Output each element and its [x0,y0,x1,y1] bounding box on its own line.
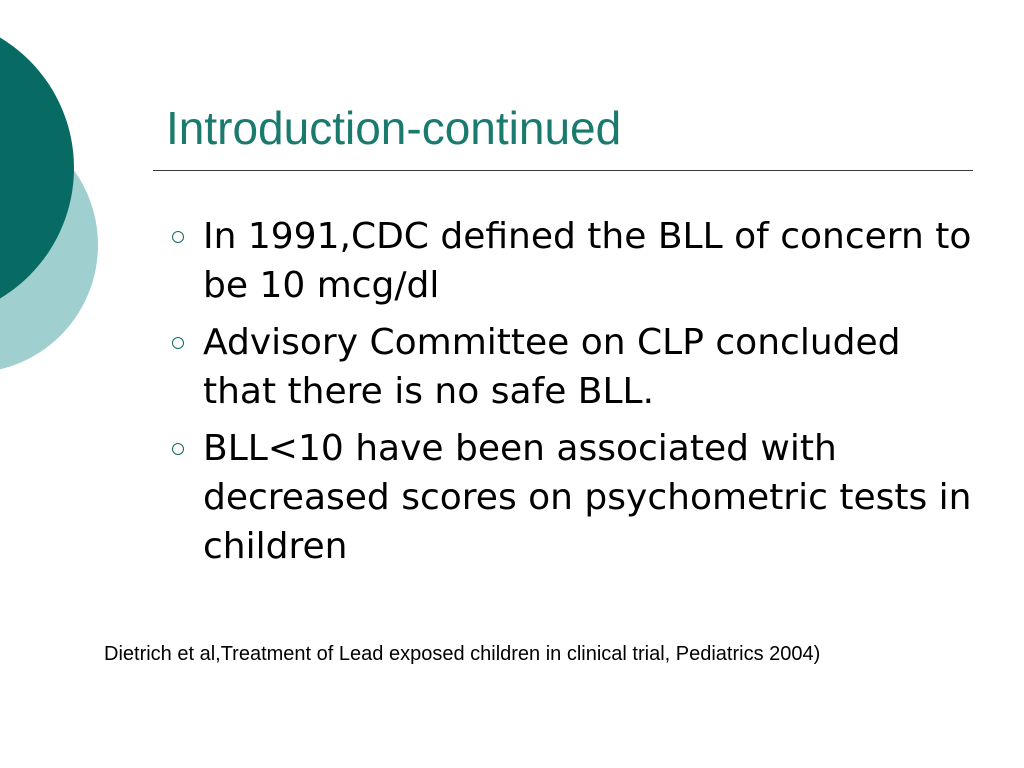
citation: Dietrich et al,Treatment of Lead exposed children in clinical trial, Pediatrics 2004) [104,643,821,665]
decorative-circles [0,0,120,420]
bullet-marker [163,318,193,367]
bullet-item [163,212,983,310]
bullet-marker [163,212,193,261]
hollow-circle-icon [172,443,184,455]
bullet-marker [163,424,193,473]
bullet-text: In 1991,CDC defined the BLL of concern to be 10 mcg/dl [203,216,972,306]
hollow-circle-icon [172,231,184,243]
bullet-item [163,318,983,416]
hollow-circle-icon [172,337,184,349]
bullet-text: Advisory Committee on CLP concluded that there is no safe BLL. [203,322,901,412]
bullet-list [163,212,983,579]
slide-title: Introduction-continued [166,102,622,154]
bullet-text: BLL<10 have been associated with decreased scores on psychometric tests in children [203,428,972,567]
title-divider [153,170,973,171]
bullet-item [163,424,983,571]
